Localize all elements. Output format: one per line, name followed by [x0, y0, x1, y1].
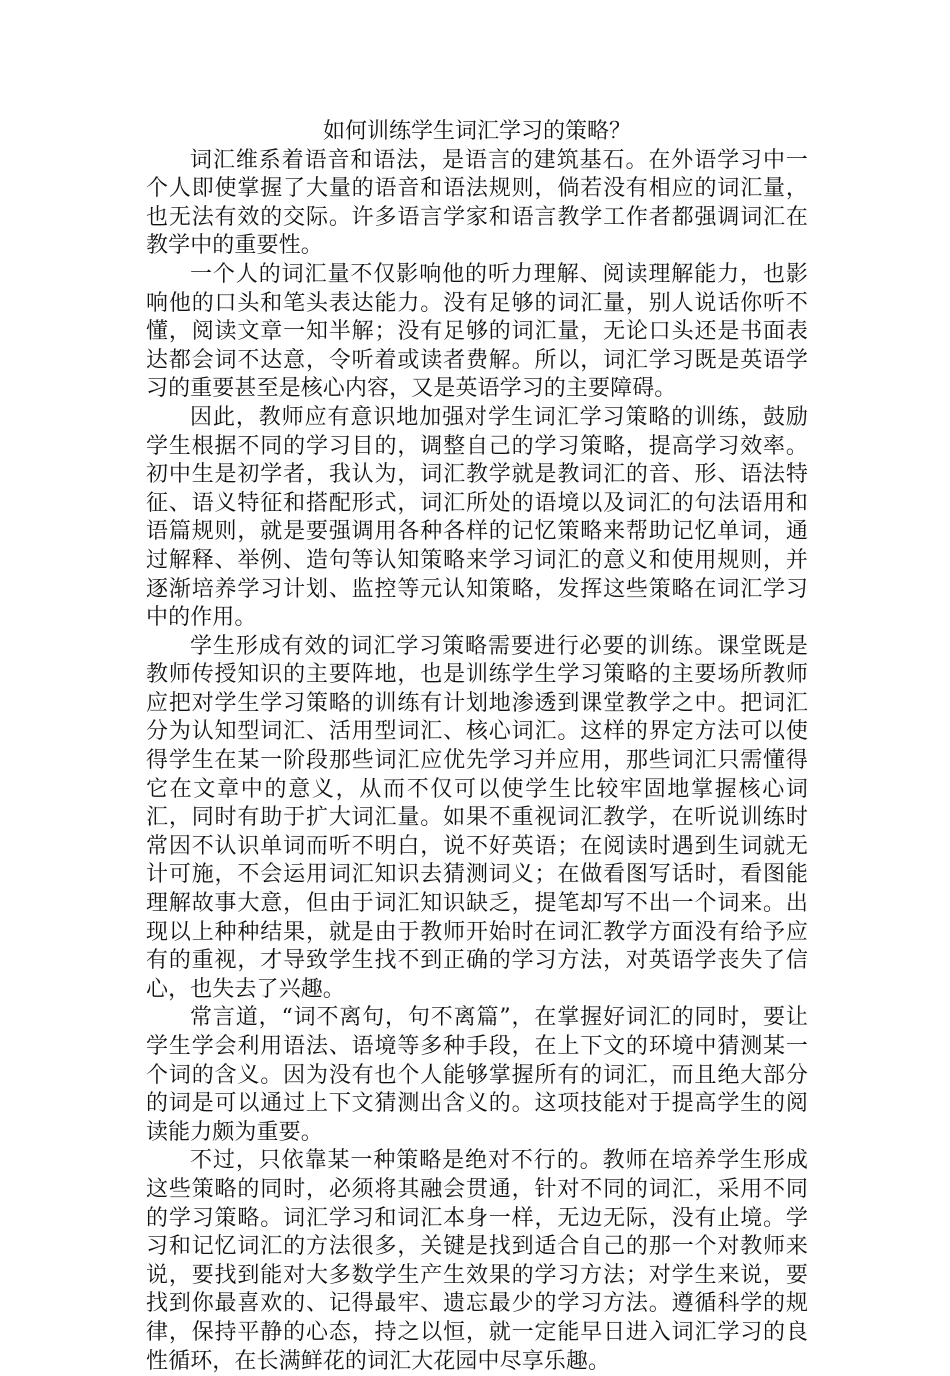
paragraph-intro: 词汇维系着语音和语法，是语言的建筑基石。在外语学习中一个人即使掌握了大量的语音和语法规则，倘若没有相应的词汇量，也无法有效的交际。许多语言学家和语言教学工作者都强调词汇在教学中的重要性。: [146, 147, 808, 259]
document-body: [146, 118, 808, 1376]
document-title: 如何训练学生词汇学习的策略？: [322, 119, 631, 144]
paragraph-vocabulary-impact: 一个人的词汇量不仅影响他的听力理解、阅读理解能力，也影响他的口头和笔头表达能力。没有足够的词汇量，别人说话你听不懂，阅读文章一知半解；没有足够的词汇量，无论口头还是书面表达都会词不达意，令听着或读者费解。所以，词汇学习既是英语学习的重要甚至是核心内容，又是英语学习的主要障碍。: [146, 261, 808, 402]
paragraph-conclusion: 不过，只依靠某一种策略是绝对不行的。教师在培养学生形成这些策略的同时，必须将其融会贯通，针对不同的词汇，采用不同的学习策略。词汇学习和词汇本身一样，无边无际，没有止境。学习和记忆词汇的方法很多，关键是找到适合自己的那一个对教师来说，要找到能对大多数学生产生效果的学习方法；对学生来说，要找到你最喜欢的、记得最牢、遗忘最少的学习方法。遵循科学的规律，保持平静的心态，持之以恒，就一定能早日进入词汇学习的良性循环，在长满鲜花的词汇大花园中尽享乐趣。: [146, 1148, 808, 1374]
paragraph-context-guessing: 常言道，“词不离句，句不离篇”，在掌握好词汇的同时，要让学生学会利用语法、语境等多种手段，在上下文的环境中猜测某一个词的含义。因为没有也个人能够掌握所有的词汇，而且绝大部分的词是可以通过上下文猜测出含义的。这项技能对于提高学生的阅读能力颇为重要。: [146, 1005, 808, 1145]
paragraph-strategy-training: 因此，教师应有意识地加强对学生词汇学习策略的训练，鼓励学生根据不同的学习目的，调整自己的学习策略，提高学习效率。初中生是初学者，我认为，词汇教学就是教词汇的音、形、语法特征、语义特征和搭配形式，词汇所处的语境以及词汇的句法语用和语篇规则，就是要强调用各种各样的记忆策略来帮助记忆单词，通过解释、举例、造句等认知策略来学习词汇的意义和使用规则，并逐渐培养学习计划、监控等元认知策略，发挥这些策略在词汇学习中的作用。: [146, 404, 808, 631]
paragraph-classroom-training: 学生形成有效的词汇学习策略需要进行必要的训练。课堂既是教师传授知识的主要阵地，也是训练学生学习策略的主要场所教师应把对学生学习策略的训练有计划地渗透到课堂教学之中。把词汇分为认知型词汇、活用型词汇、核心词汇。这样的界定方法可以使得学生在某一阶段那些词汇应优先学习并应用，那些词汇只需懂得它在文章中的意义，从而不仅可以使学生比较牢固地掌握核心词汇，同时有助于扩大词汇量。如果不重视词汇教学，在听说训练时常因不认识单词而听不明白，说不好英语；在阅读时遇到生词就无计可施，不会运用词汇知识去猜测词义；在做看图写话时，看图能理解故事大意，但由于词汇知识缺乏，提笔却写不出一个词来。出现以上种种结果，就是由于教师开始时在词汇教学方面没有给予应有的重视，才导致学生找不到正确的学习方法，对英语学丧失了信心，也失去了兴趣。: [146, 633, 808, 1002]
